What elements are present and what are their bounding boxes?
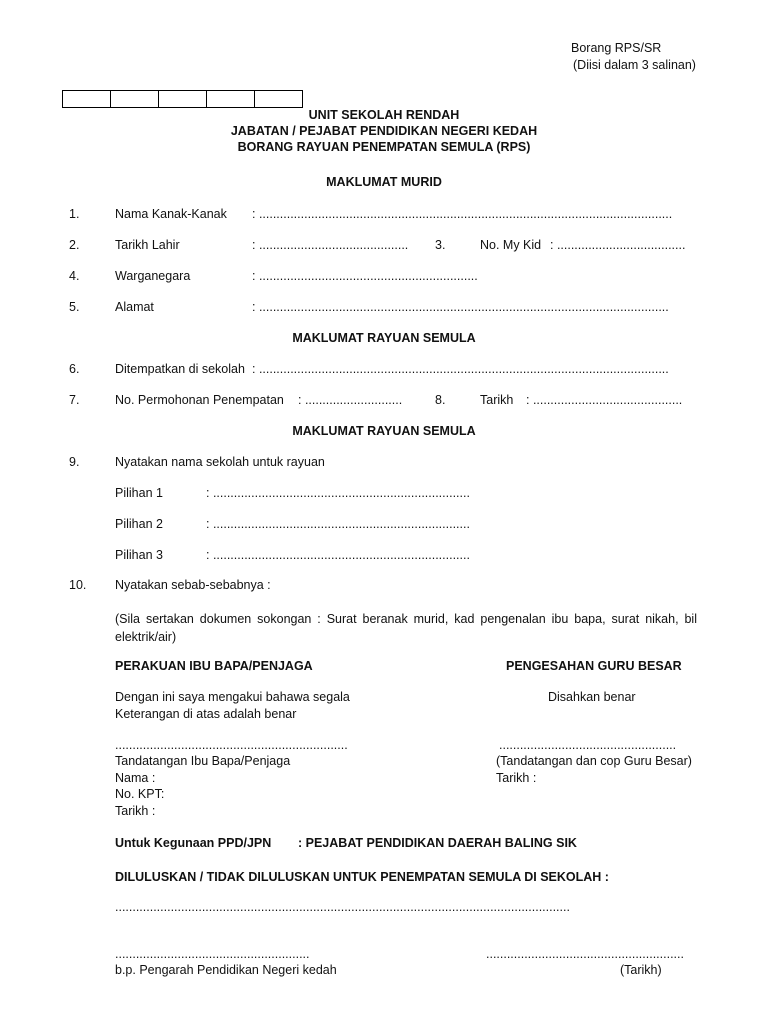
reference-boxes — [63, 90, 303, 108]
section-rayuan-semula-2: MAKLUMAT RAYUAN SEMULA — [292, 424, 476, 438]
field-tarikh-lahir-input[interactable]: : ........................................... — [252, 238, 409, 252]
field-label-mykid: No. My Kid — [480, 238, 542, 252]
choice-3-input[interactable]: : .......................................................................... — [206, 548, 470, 562]
question-nama-sekolah: Nyatakan nama sekolah untuk rayuan — [115, 455, 325, 469]
field-label-warganegara: Warganegara — [115, 269, 191, 283]
field-warganegara-input[interactable]: : ............................................................... — [252, 269, 478, 283]
form-note: (Diisi dalam 3 salinan) — [573, 58, 696, 72]
field-label-tarikh: Tarikh — [480, 393, 514, 407]
field-tarikh-input[interactable]: : ........................................... — [526, 393, 683, 407]
field-number: 10. — [69, 578, 87, 592]
field-label-permohonan: No. Permohonan Penempatan — [115, 393, 284, 407]
parent-tarikh: Tarikh : — [115, 804, 156, 818]
field-label-tarikh-lahir: Tarikh Lahir — [115, 238, 180, 252]
field-number: 1. — [69, 207, 80, 221]
choice-label: Pilihan 1 — [115, 486, 163, 500]
field-number: 2. — [69, 238, 80, 252]
director-signature-line[interactable]: ........................................................ — [115, 947, 310, 961]
title-line3: BORANG RAYUAN PENEMPATAN SEMULA (RPS) — [237, 140, 531, 154]
parent-signature-label: Tandatangan Ibu Bapa/Penjaga — [115, 754, 291, 768]
field-nama-input[interactable]: : ....................................................................................................................... — [252, 207, 673, 221]
field-number: 4. — [69, 269, 80, 283]
parent-kpt: No. KPT: — [115, 787, 165, 801]
head-heading: PENGESAHAN GURU BESAR — [506, 659, 682, 673]
field-mykid-input[interactable]: : ..................................... — [550, 238, 686, 252]
head-text: Disahkan benar — [548, 690, 636, 704]
reference-box[interactable] — [158, 90, 207, 108]
parent-heading: PERAKUAN IBU BAPA/PENJAGA — [115, 659, 313, 673]
field-number: 3. — [435, 238, 446, 252]
field-label-nama: Nama Kanak-Kanak — [115, 207, 227, 221]
field-label-ditempatkan: Ditempatkan di sekolah — [115, 362, 245, 376]
parent-text-2: Keterangan di atas adalah benar — [115, 707, 297, 721]
question-sebab: Nyatakan sebab-sebabnya : — [115, 578, 271, 592]
head-signature-label: (Tandatangan dan cop Guru Besar) — [496, 754, 692, 768]
parent-nama: Nama : — [115, 771, 156, 785]
field-number: 9. — [69, 455, 80, 469]
field-number: 6. — [69, 362, 80, 376]
choice-label: Pilihan 2 — [115, 517, 163, 531]
field-number: 8. — [435, 393, 446, 407]
office-name: : PEJABAT PENDIDIKAN DAERAH BALING SIK — [298, 836, 577, 850]
head-tarikh: Tarikh : — [496, 771, 537, 785]
field-number: 7. — [69, 393, 80, 407]
reference-box[interactable] — [206, 90, 255, 108]
decision-line[interactable]: ................................................................................................................................... — [115, 900, 570, 914]
choice-label: Pilihan 3 — [115, 548, 163, 562]
choice-1-input[interactable]: : .......................................................................... — [206, 486, 470, 500]
title-line1: UNIT SEKOLAH RENDAH — [308, 108, 460, 122]
reference-box[interactable] — [110, 90, 159, 108]
office-use-label: Untuk Kegunaan PPD/JPN — [115, 836, 272, 850]
decision-label: DILULUSKAN / TIDAK DILULUSKAN UNTUK PENEMPATAN SEMULA DI SEKOLAH : — [115, 870, 609, 884]
date-label: (Tarikh) — [620, 963, 662, 977]
documents-note: (Sila sertakan dokumen sokongan : Surat beranak murid, kad pengenalan ibu bapa, surat nikah, bil elektrik/air) — [115, 612, 697, 644]
reference-box[interactable] — [254, 90, 303, 108]
title-line2: JABATAN / PEJABAT PENDIDIKAN NEGERI KEDAH — [230, 124, 538, 138]
field-alamat-input[interactable]: : ...................................................................................................................... — [252, 300, 669, 314]
director-label: b.p. Pengarah Pendidikan Negeri kedah — [115, 963, 337, 977]
date-line[interactable]: ......................................................... — [486, 947, 684, 961]
head-signature-line[interactable]: ................................................... — [499, 738, 677, 752]
form-code: Borang RPS/SR — [571, 41, 662, 55]
section-rayuan-semula: MAKLUMAT RAYUAN SEMULA — [292, 331, 476, 345]
choice-2-input[interactable]: : .......................................................................... — [206, 517, 470, 531]
field-label-alamat: Alamat — [115, 300, 154, 314]
field-ditempatkan-input[interactable]: : ...................................................................................................................... — [252, 362, 669, 376]
parent-signature-line[interactable]: ................................................................... — [115, 738, 348, 752]
parent-text-1: Dengan ini saya mengakui bahawa segala — [115, 690, 350, 704]
field-permohonan-input[interactable]: : ............................ — [298, 393, 403, 407]
reference-box[interactable] — [62, 90, 111, 108]
field-number: 5. — [69, 300, 80, 314]
section-maklumat-murid: MAKLUMAT MURID — [326, 175, 442, 189]
